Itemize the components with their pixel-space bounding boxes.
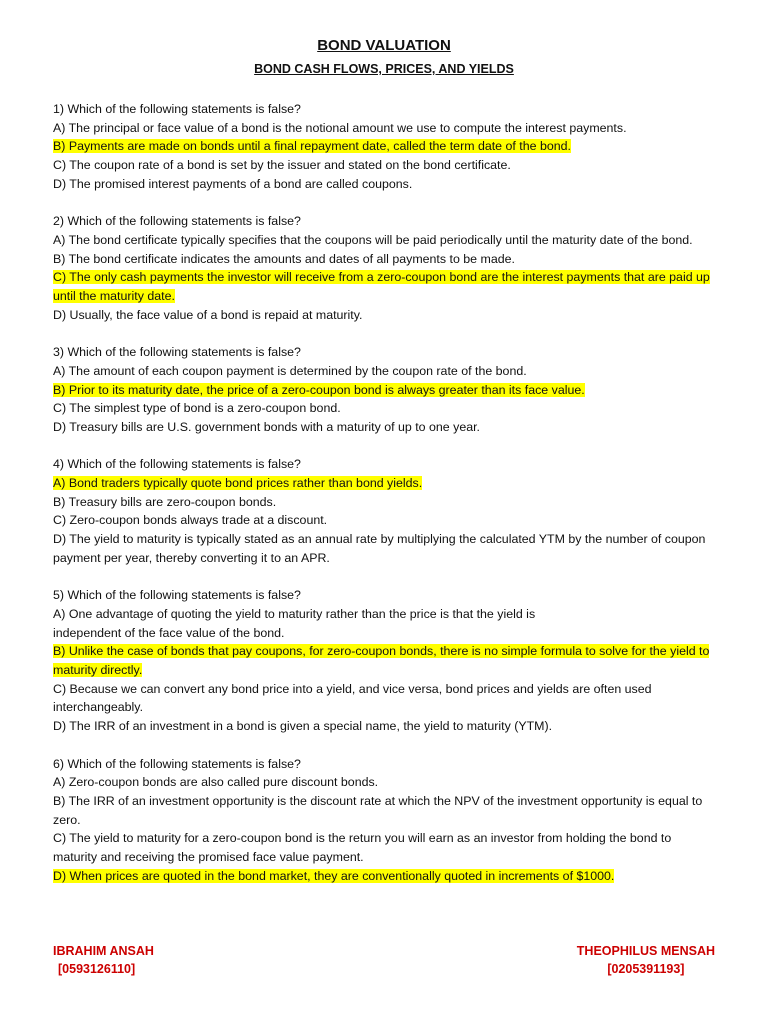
option-d: D) The promised interest payments of a bond are called coupons. (53, 176, 413, 191)
question-stem: 1) Which of the following statements is false? (53, 102, 301, 116)
option-c: C) The coupon rate of a bond is set by the issuer and stated on the bond certificate. (53, 158, 511, 173)
author-right (577, 942, 715, 978)
option-d: D) Usually, the face value of a bond is repaid at maturity. (53, 307, 363, 322)
question-2 (53, 212, 715, 324)
author-left-name: IBRAHIM ANSAH (53, 944, 154, 958)
option-b: B) The IRR of an investment opportunity is the discount rate at which the NPV of the investment opportunity is equal to zero. (53, 793, 703, 827)
option-a: A) One advantage of quoting the yield to maturity rather than the price is that the yield is (53, 606, 536, 621)
question-list (53, 100, 715, 904)
author-left-phone: [0593126110] (58, 962, 136, 976)
option-b (53, 381, 715, 400)
option-c: C) The yield to maturity for a zero-coupon bond is the return you will earn as an investor from holding the bond to maturity and receiving the promised face value payment. (53, 831, 672, 865)
option-d: D) The yield to maturity is typically stated as an annual rate by multiplying the calculated YTM by the number of coupon payment per year, thereby converting it to an APR. (53, 532, 706, 565)
option-a-continued: independent of the face value of the bond. (53, 625, 285, 640)
option-c (53, 268, 715, 305)
highlighted-answer: A) Bond traders typically quote bond prices rather than bond yields. (53, 476, 423, 491)
question-stem: 4) Which of the following statements is false? (53, 457, 301, 472)
question-stem: 3) Which of the following statements is false? (53, 345, 301, 360)
question-5 (53, 586, 715, 736)
option-c: C) Because we can convert any bond price into a yield, and vice versa, bond prices and yields are often used interchangeably. (53, 681, 652, 715)
option-d (53, 867, 715, 886)
question-3 (53, 343, 715, 437)
option-b: B) The bond certificate indicates the amounts and dates of all payments to be made. (53, 251, 515, 266)
option-b: B) Treasury bills are zero-coupon bonds. (53, 494, 277, 509)
highlighted-answer: C) The only cash payments the investor will receive from a zero-coupon bond are the interest payments that are paid up until the maturity date. (53, 270, 710, 304)
option-a: A) The bond certificate typically specifies that the coupons will be paid periodically until the maturity date of the bond. (53, 232, 693, 247)
author-left (53, 942, 154, 978)
page-subtitle: BOND CASH FLOWS, PRICES, AND YIELDS (254, 62, 514, 76)
option-b (53, 137, 715, 156)
page-title: BOND VALUATION (317, 37, 451, 54)
option-d: D) The IRR of an investment in a bond is given a special name, the yield to maturity (YTM). (53, 719, 553, 734)
option-d: D) Treasury bills are U.S. government bonds with a maturity of up to one year. (53, 419, 480, 434)
option-c: C) Zero-coupon bonds always trade at a discount. (53, 513, 328, 528)
question-stem: 5) Which of the following statements is false? (53, 588, 301, 603)
highlighted-answer: B) Prior to its maturity date, the price of a zero-coupon bond is always greater than its face value. (53, 382, 585, 397)
option-b (53, 642, 715, 679)
question-stem: 6) Which of the following statements is false? (53, 756, 301, 771)
question-4 (53, 455, 715, 567)
option-c: C) The simplest type of bond is a zero-coupon bond. (53, 401, 341, 416)
option-a: A) Zero-coupon bonds are also called pure discount bonds. (53, 775, 379, 790)
question-stem: 2) Which of the following statements is false? (53, 214, 301, 229)
highlighted-answer: B) Payments are made on bonds until a final repayment date, called the term date of the bond. (53, 139, 571, 154)
option-a (53, 474, 715, 493)
highlighted-answer: B) Unlike the case of bonds that pay coupons, for zero-coupon bonds, there is no simple formula to solve for the yield to maturity directly. (53, 644, 710, 678)
question-6 (53, 755, 715, 886)
option-a: A) The amount of each coupon payment is determined by the coupon rate of the bond. (53, 363, 527, 378)
author-right-name: THEOPHILUS MENSAH (576, 944, 715, 958)
highlighted-answer: D) When prices are quoted in the bond market, they are conventionally quoted in increments of $1000. (53, 868, 615, 883)
question-1 (53, 100, 715, 194)
author-right-phone: [0205391193] (607, 962, 685, 976)
option-a: A) The principal or face value of a bond is the notional amount we use to compute the interest payments. (53, 120, 627, 135)
